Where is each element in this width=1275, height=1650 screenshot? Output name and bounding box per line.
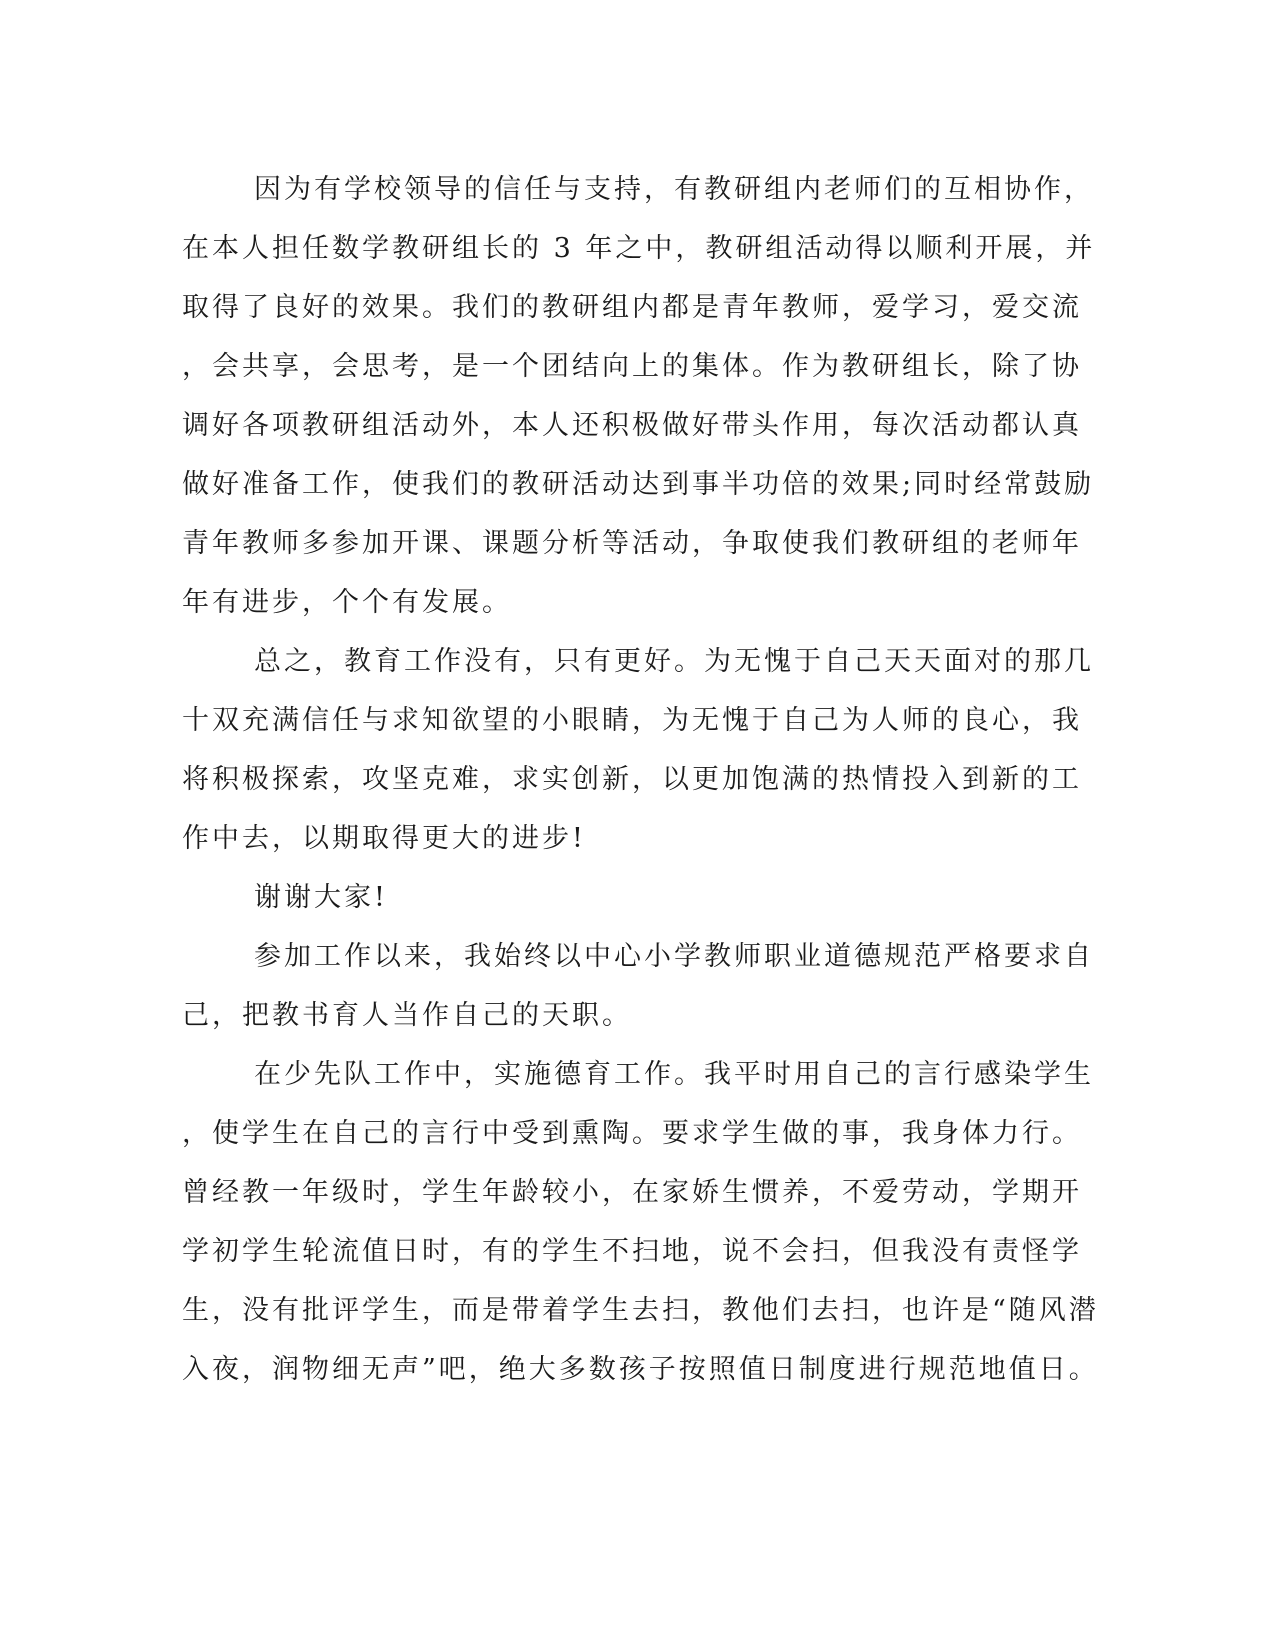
text-line: 作中去，以期取得更大的进步! bbox=[182, 823, 586, 854]
text-line: 做好准备工作，使我们的教研活动达到事半功倍的效果;同时经常鼓励 bbox=[182, 469, 1095, 500]
text-line: 曾经教一年级时，学生年龄较小，在家娇生惯养，不爱劳动，学期开 bbox=[182, 1177, 1082, 1208]
text-line: ，使学生在自己的言行中受到熏陶。要求学生做的事，我身体力行。 bbox=[182, 1118, 1082, 1149]
document-body bbox=[182, 160, 1099, 1399]
text-line: 在本人担任数学教研组长的 3 年之中，教研组活动得以顺利开展，并 bbox=[182, 233, 1096, 264]
paragraph bbox=[182, 927, 1094, 1045]
text-line: 己，把教书育人当作自己的天职。 bbox=[182, 1000, 632, 1031]
paragraph bbox=[182, 868, 1052, 927]
text-line: 十双充满信任与求知欲望的小眼睛，为无愧于自己为人师的良心，我 bbox=[182, 705, 1082, 736]
text-line: 将积极探索，攻坚克难，求实创新，以更加饱满的热情投入到新的工 bbox=[182, 764, 1082, 795]
text-line: 取得了良好的效果。我们的教研组内都是青年教师，爱学习，爱交流 bbox=[182, 292, 1082, 323]
text-line: 入夜，润物细无声”吧，绝大多数孩子按照值日制度进行规范地值日。 bbox=[182, 1354, 1099, 1385]
text-line: 学初学生轮流值日时，有的学生不扫地，说不会扫，但我没有责怪学 bbox=[182, 1236, 1082, 1267]
text-line: 参加工作以来，我始终以中心小学教师职业道德规范严格要求自 bbox=[254, 941, 1094, 972]
paragraph bbox=[182, 632, 1094, 868]
text-line: 在少先队工作中，实施德育工作。我平时用自己的言行感染学生 bbox=[254, 1059, 1094, 1090]
text-line: 年有进步，个个有发展。 bbox=[182, 587, 512, 618]
text-line: 谢谢大家! bbox=[254, 882, 388, 913]
text-line: ，会共享，会思考，是一个团结向上的集体。作为教研组长，除了协 bbox=[182, 351, 1082, 382]
text-line: 青年教师多参加开课、课题分析等活动，争取使我们教研组的老师年 bbox=[182, 528, 1082, 559]
text-line: 生，没有批评学生，而是带着学生去扫，教他们去扫，也许是“随风潜 bbox=[182, 1295, 1099, 1326]
text-line: 因为有学校领导的信任与支持，有教研组内老师们的互相协作， bbox=[254, 174, 1094, 205]
paragraph bbox=[182, 160, 1096, 632]
text-line: 调好各项教研组活动外，本人还积极做好带头作用，每次活动都认真 bbox=[182, 410, 1082, 441]
text-line: 总之，教育工作没有，只有更好。为无愧于自己天天面对的那几 bbox=[254, 646, 1094, 677]
paragraph bbox=[182, 1045, 1099, 1399]
